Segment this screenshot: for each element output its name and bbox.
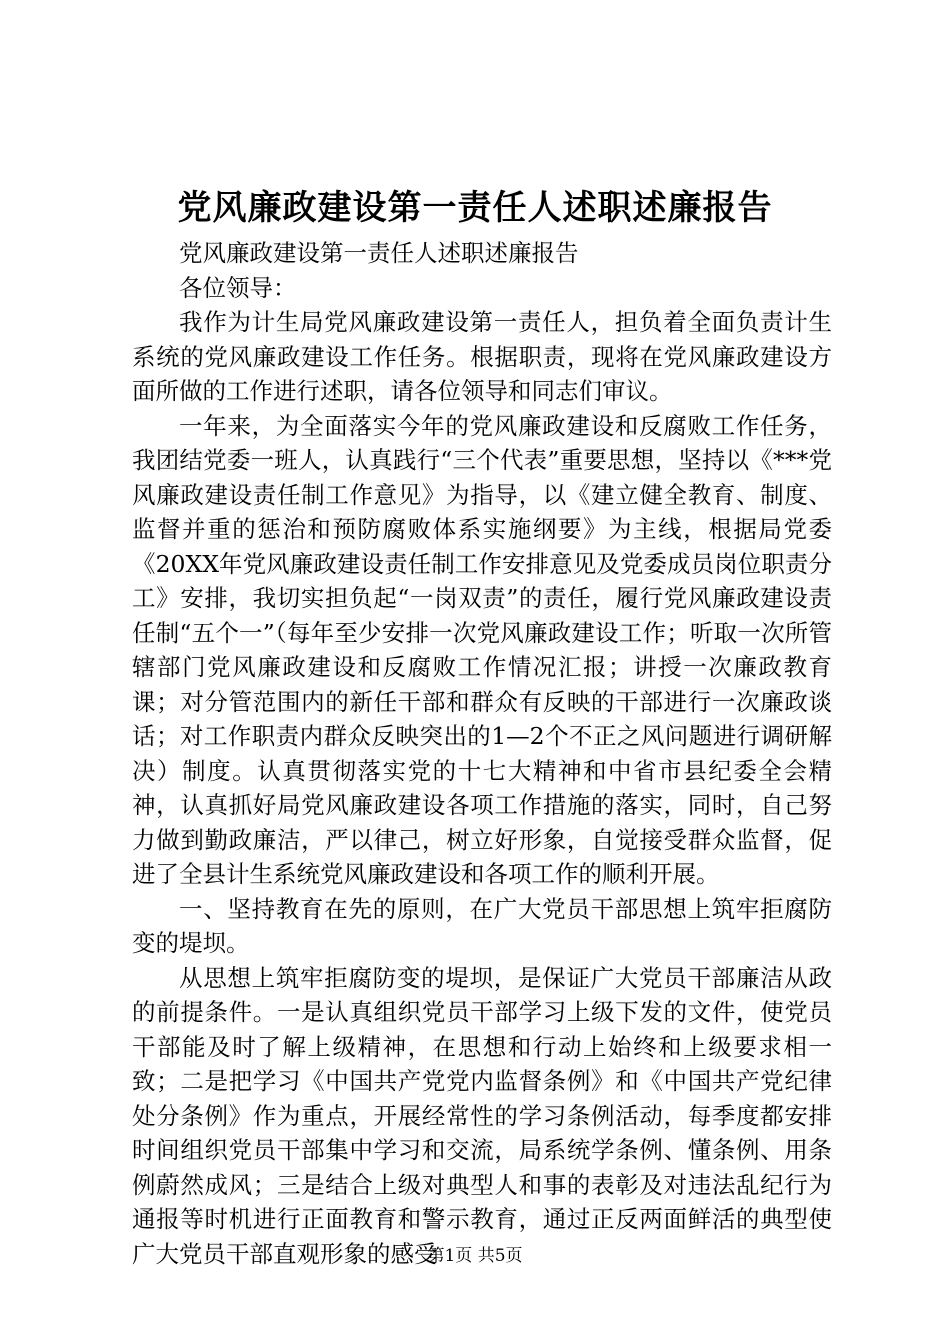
document-body bbox=[132, 236, 832, 1271]
body-paragraph-subtitle: 党风廉政建设第一责任人述职述廉报告 bbox=[179, 239, 579, 267]
page-footer: 第1页 共5页 bbox=[427, 1246, 523, 1266]
body-paragraph: 我作为计生局党风廉政建设第一责任人，担负着全面负责计生系统的党风廉政建设工作任务。根据职责，现将在党风廉政建设方面所做的工作进行述职，请各位领导和同志们审议。 bbox=[132, 308, 832, 405]
body-paragraph: 一年来，为全面落实今年的党风廉政建设和反腐败工作任务，我团结党委一班人，认真践行“三个代表”重要思想，坚持以《***党风廉政建设责任制工作意见》为指导，以《建立健全教育、制度、监督并重的惩治和预防腐败体系实施纲要》为主线，根据局党委《20XX年党风廉政建设责任制工作安排意见及党委成员岗位职责分工》安排，我切实担负起“一岗双责”的责任，履行党风廉政建设责任制“五个一”（每年至少安排一次党风廉政建设工作；听取一次所管辖部门党风廉政建设和反腐败工作情况汇报；讲授一次廉政教育课；对分管范围内的新任干部和群众有反映的干部进行一次廉政谈话；对工作职责内群众反映突出的1—2个不正之风问题进行调研解决）制度。认真贯彻落实党的十七大精神和中省市县纪委全会精神，认真抓好局党风廉政建设各项工作措施的落实，同时，自己努力做到勤政廉洁，严以律己，树立好形象，自觉接受群众监督，促进了全县计生系统党风廉政建设和各项工作的顺利开展。 bbox=[132, 411, 832, 888]
body-paragraph-salutation: 各位领导： bbox=[179, 273, 297, 302]
body-paragraph: 从思想上筑牢拒腐防变的堤坝，是保证广大党员干部廉洁从政的前提条件。一是认真组织党员干部学习上级下发的文件，使党员干部能及时了解上级精神，在思想和行动上始终和上级要求相一致；二是把学习《中国共产党党内监督条例》和《中国共产党纪律处分条例》作为重点，开展经常性的学习条例活动，每季度都安排时间组织党员干部集中学习和交流，局系统学条例、懂条例、用条例蔚然成风；三是结合上级对典型人和事的表彰及对违法乱纪行为通报等时机进行正面教育和警示教育，通过正反两面鲜活的典型使广大党员干部直观形象的感受 bbox=[132, 963, 832, 1268]
document-title: 党风廉政建设第一责任人述职述廉报告 bbox=[177, 188, 773, 228]
section-heading: 一、坚持教育在先的原则，在广大党员干部思想上筑牢拒腐防变的堤坝。 bbox=[132, 894, 832, 957]
